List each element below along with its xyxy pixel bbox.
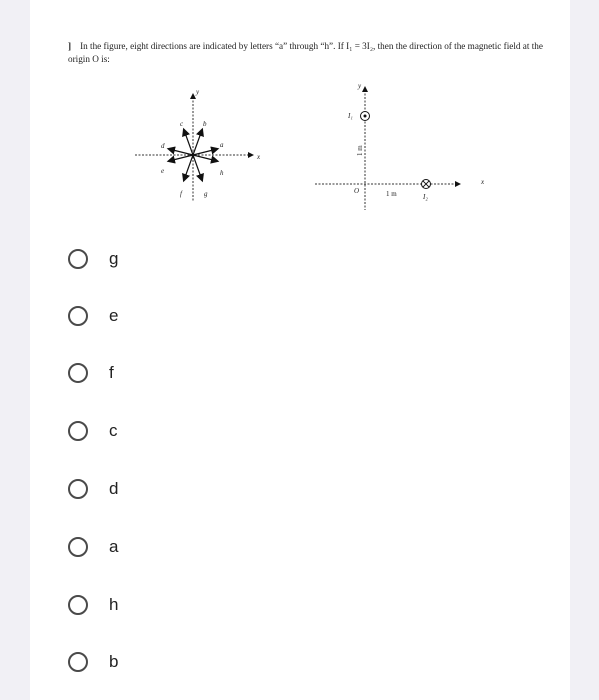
directions-figure <box>130 84 280 204</box>
label-c: c <box>180 120 184 128</box>
label-a: a <box>220 141 224 149</box>
arrow-f <box>184 155 193 180</box>
label-h: h <box>220 169 224 177</box>
radio-button-h[interactable] <box>68 595 88 615</box>
option-label: g <box>109 249 119 268</box>
right-x-arrow-icon <box>455 181 461 187</box>
left-x-label: x <box>257 153 261 161</box>
arrow-a <box>193 149 217 155</box>
option-label: a <box>109 537 119 556</box>
option-label: d <box>109 479 119 498</box>
arrow-c <box>184 130 193 155</box>
option-a[interactable] <box>68 532 118 562</box>
option-h[interactable] <box>68 590 118 620</box>
option-e[interactable] <box>68 301 118 331</box>
option-d[interactable] <box>68 474 118 504</box>
radio-button-c[interactable] <box>68 421 88 441</box>
radio-button-e[interactable] <box>68 306 88 326</box>
arrow-h <box>193 155 217 161</box>
option-label: c <box>109 421 118 440</box>
label-e: e <box>161 167 165 175</box>
option-label: f <box>109 363 114 382</box>
origin-label: O <box>354 187 360 195</box>
horizontal-distance-label: 1 m <box>386 190 397 198</box>
option-label: e <box>109 306 119 325</box>
option-label: h <box>109 595 119 614</box>
left-x-arrow-icon <box>248 152 254 158</box>
label-f: f <box>180 190 182 198</box>
question-number: ] <box>68 41 72 51</box>
radio-button-b[interactable] <box>68 652 88 672</box>
arrow-d <box>169 149 193 155</box>
label-g: g <box>204 190 208 198</box>
left-y-label: y <box>196 88 200 96</box>
option-g[interactable] <box>68 244 118 274</box>
question-text <box>68 40 548 66</box>
arrow-b <box>193 130 202 155</box>
current2-label: I₂ <box>423 193 428 201</box>
arrow-g <box>193 155 202 180</box>
right-x-label: x <box>481 178 485 186</box>
option-c[interactable] <box>68 416 118 446</box>
radio-button-a[interactable] <box>68 537 88 557</box>
arrow-e <box>169 155 193 161</box>
label-b: b <box>203 120 207 128</box>
right-y-label: y <box>358 82 362 90</box>
question-body: In the figure, eight directions are indicated by letters “a” through “h”. If I₁ = 3I₂, then the direction of the magnetic field at the origin O is: <box>68 41 543 64</box>
question-card <box>30 0 570 700</box>
current1-label: I₁ <box>348 112 353 120</box>
option-b[interactable] <box>68 647 118 677</box>
radio-button-g[interactable] <box>68 249 88 269</box>
radio-button-f[interactable] <box>68 363 88 383</box>
radio-button-d[interactable] <box>68 479 88 499</box>
option-label: b <box>109 652 119 671</box>
currents-figure <box>310 80 490 210</box>
label-d: d <box>161 142 165 150</box>
right-y-arrow-icon <box>362 86 368 92</box>
option-f[interactable] <box>68 358 114 388</box>
vertical-distance-label: 1 m <box>356 145 364 156</box>
current1-dot-center <box>364 115 367 118</box>
